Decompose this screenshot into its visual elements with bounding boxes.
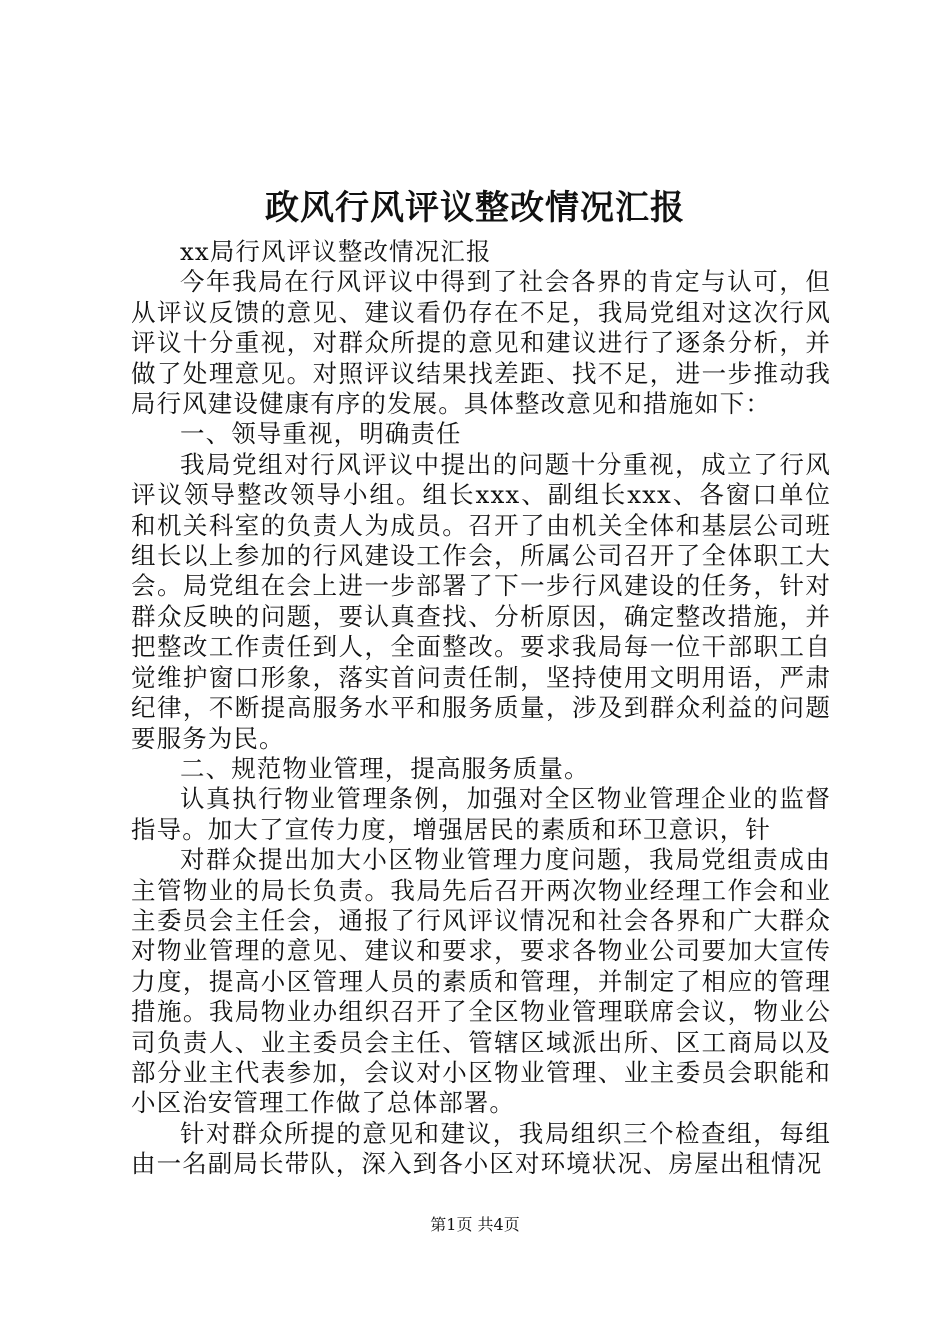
subtitle-paragraph: xx局行风评议整改情况汇报 — [180, 237, 492, 266]
page-number-footer: 第1页 共4页 — [430, 1215, 520, 1234]
section-heading-2: 二、规范物业管理，提高服务质量。 — [180, 753, 590, 783]
section-heading-1: 一、领导重视，明确责任 — [180, 419, 462, 449]
section-1-paragraph: 我局党组对行风评议中提出的问题十分重视，成立了行风评议领导整改领导小组。组长xxx、副组长xxx、各窗口单位和机关科室的负责人为成员。召开了由机关全体和基层公司班组长以上参加的行风建设工作会，所属公司召开了全体职工大会。局党组在会上进一步部署了下一步行风建设的任务，针对群众反映的问题，要认真查找、分析原因，确定整改措施，并把整改工作责任到人，全面整改。要求我局每一位干部职工自觉维护窗口形象，落实首问责任制，坚持使用文明用语，严肃纪律，不断提高服务水平和服务质量，涉及到群众利益的问题要服务为民。 — [131, 449, 831, 753]
section-2-paragraph-1: 认真执行物业管理条例，加强对全区物业管理企业的监督指导。加大了宣传力度，增强居民的素质和环卫意识，针 — [131, 784, 831, 844]
page-title: 政风行风评议整改情况汇报 — [265, 188, 685, 228]
section-2-paragraph-3: 针对群众所提的意见和建议，我局组织三个检查组，每组由一名副局长带队，深入到各小区对环境状况、房屋出租情况 — [131, 1118, 831, 1179]
section-2-paragraph-2: 对群众提出加大小区物业管理力度问题，我局党组责成由主管物业的局长负责。我局先后召开两次物业经理工作会和业主委员会主任会，通报了行风评议情况和社会各界和广大群众对物业管理的意见、建议和要求，要求各物业公司要加大宣传力度，提高小区管理人员的素质和管理，并制定了相应的管理措施。我局物业办组织召开了全区物业管理联席会议，物业公司负责人、业主委员会主任、管辖区域派出所、区工商局以及部分业主代表参加，会议对小区物业管理、业主委员会职能和小区治安管理工作做了总体部署。 — [131, 845, 831, 1118]
intro-paragraph: 今年我局在行风评议中得到了社会各界的肯定与认可，但从评议反馈的意见、建议看仍存在不足，我局党组对这次行风评议十分重视，对群众所提的意见和建议进行了逐条分析，并做了处理意见。对照评议结果找差距、找不足，进一步推动我局行风建设健康有序的发展。具体整改意见和措施如下： — [131, 267, 831, 419]
document-body — [131, 237, 831, 1180]
